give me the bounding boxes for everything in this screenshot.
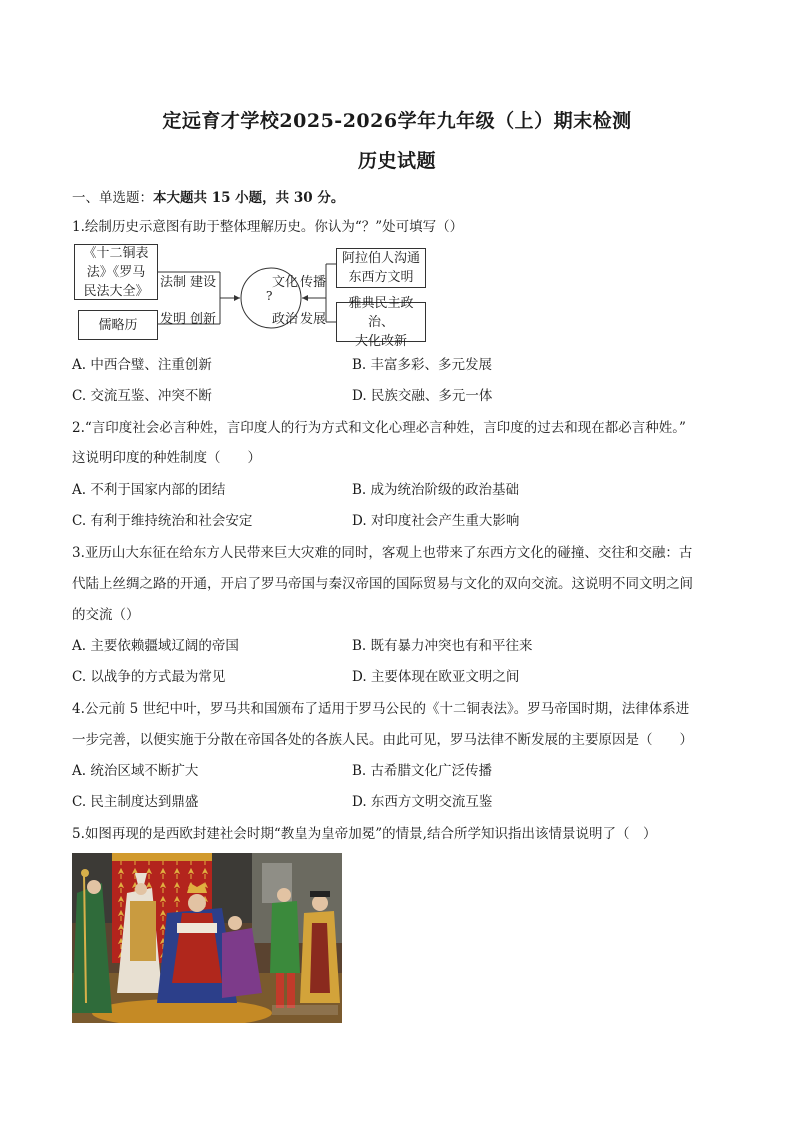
q2-option-a[interactable]: A. 不利于国家内部的团结 — [72, 482, 226, 498]
q4-option-a[interactable]: A. 统治区域不断扩大 — [72, 763, 199, 779]
label-zhengzhi: 政治 — [272, 312, 299, 327]
label-chuangxin: 创新 — [190, 312, 217, 327]
q5-stem: 5.如图再现的是西欧封建社会时期“教皇为皇帝加冕”的情景,结合所学知识指出该情景说明了（ ） — [72, 826, 657, 842]
q4-stem-line2: 一步完善，以便实施于分散在帝国各处的各族人民。由此可见，罗马法律不断发展的主要原因是（ ） — [72, 732, 693, 748]
q3-stem-line1: 3.亚历山大东征在给东方人民带来巨大灾难的同时，客观上也带来了东西方文化的碰撞、交往和交融：古 — [72, 545, 693, 561]
q3-option-a[interactable]: A. 主要依赖疆域辽阔的帝国 — [72, 638, 239, 654]
q3-option-d[interactable]: D. 主要体现在欧亚文明之间 — [352, 669, 520, 685]
coronation-painting-illustration — [72, 853, 342, 1023]
box-julian-calendar: 儒略历 — [78, 310, 158, 340]
q4-stem-line1: 4.公元前 5 世纪中叶，罗马共和国颁布了适用于罗马公民的《十二铜表法》。罗马帝国时期，法律体系进 — [72, 701, 690, 717]
q1-option-a[interactable]: A. 中西合璧、注重创新 — [72, 357, 212, 373]
q3-option-b[interactable]: B. 既有暴力冲突也有和平往来 — [352, 638, 533, 654]
q2-option-c[interactable]: C. 有利于维持统治和社会安定 — [72, 513, 253, 529]
center-question-mark: ? — [266, 289, 273, 303]
box-arab-line1: 阿拉伯人沟通 — [341, 251, 420, 266]
label-fazhan: 发展 — [300, 312, 327, 327]
box-twelve-tables — [74, 244, 158, 300]
label-jianshe: 建设 — [190, 275, 217, 290]
box-athens-line1: 雅典民主政治、 — [348, 295, 414, 330]
q1-stem: 1.绘制历史示意图有助于整体理解历史。你认为“？”处可填写（） — [72, 219, 464, 235]
box-athens-line2: 大化改新 — [354, 333, 407, 349]
q2-stem-line2: 这说明印度的种姓制度（ ） — [72, 450, 261, 466]
box-twelve-tables-line1: 《十二铜表 — [83, 245, 149, 261]
label-chuanbo: 传播 — [300, 275, 327, 290]
q2-option-b[interactable]: B. 成为统治阶级的政治基础 — [352, 482, 520, 498]
q4-option-d[interactable]: D. 东西方文明交流互鉴 — [352, 794, 493, 810]
exam-subtitle: 历史试题 — [357, 150, 436, 172]
box-twelve-tables-line3: 民法大全》 — [83, 283, 149, 299]
q1-option-d[interactable]: D. 民族交融、多元一体 — [352, 388, 493, 404]
section-info: 本大题共 15 小题，共 30 分。 — [153, 190, 345, 206]
q1-option-c[interactable]: C. 交流互鉴、冲突不断 — [72, 388, 212, 404]
label-faming: 发明 — [160, 312, 187, 327]
box-arab-exchange — [336, 248, 426, 288]
coronation-painting — [72, 853, 342, 1023]
q1-diagram — [74, 244, 434, 349]
q1-option-b[interactable]: B. 丰富多彩、多元发展 — [352, 357, 493, 373]
q4-option-c[interactable]: C. 民主制度达到鼎盛 — [72, 794, 199, 810]
exam-title: 定远育才学校2025-2026学年九年级（上）期末检测 — [162, 110, 632, 132]
q3-stem-line3: 的交流（） — [72, 607, 140, 623]
q4-option-b[interactable]: B. 古希腊文化广泛传播 — [352, 763, 493, 779]
q3-stem-line2: 代陆上丝绸之路的开通，开启了罗马帝国与秦汉帝国的国际贸易与文化的双向交流。这说明不同文明之间 — [72, 576, 693, 592]
section-heading — [72, 186, 344, 206]
box-twelve-tables-line2: 法》《罗马 — [86, 264, 146, 280]
box-athens-taika — [336, 295, 426, 349]
label-wenhua: 文化 — [272, 275, 299, 290]
q2-stem-line1: 2.“言印度社会必言种姓，言印度人的行为方式和文化心理必言种姓，言印度的过去和现在都必言种姓。” — [72, 420, 686, 436]
label-fazhi: 法制 — [160, 275, 187, 290]
section-prefix: 一、单选题： — [72, 190, 153, 206]
q2-option-d[interactable]: D. 对印度社会产生重大影响 — [352, 513, 520, 529]
box-arab-line2: 东西方文明 — [348, 270, 414, 285]
q3-option-c[interactable]: C. 以战争的方式最为常见 — [72, 669, 226, 685]
